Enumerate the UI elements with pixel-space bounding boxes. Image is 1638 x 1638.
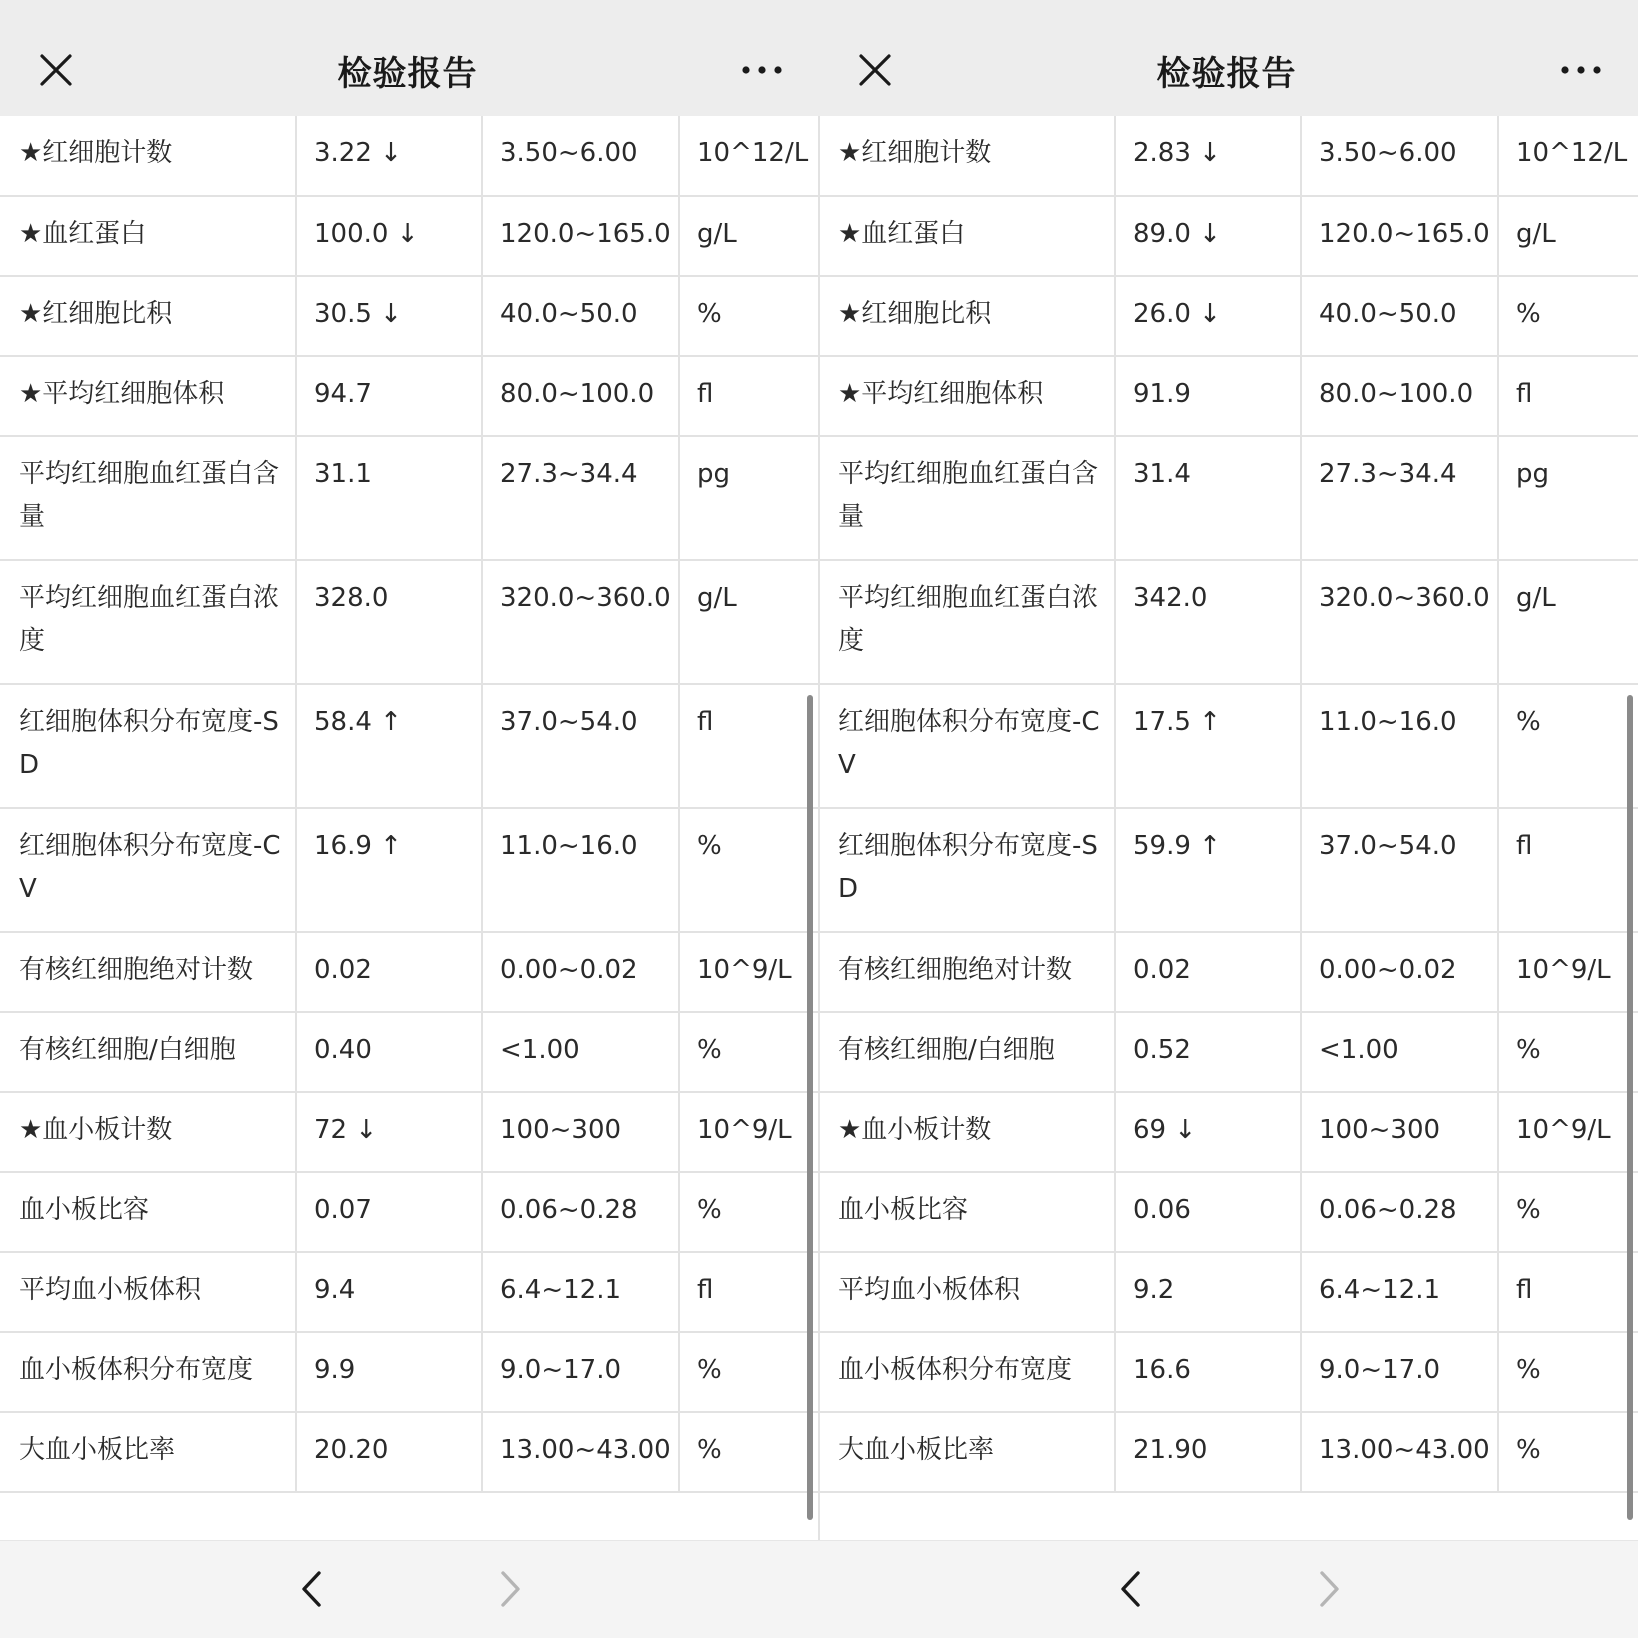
unit-cell: g/L (679, 560, 819, 684)
test-name-cell: 大血小板比率 (0, 1412, 296, 1492)
test-name-cell: 平均血小板体积 (819, 1252, 1115, 1332)
unit-cell: 10^12/L (1498, 116, 1638, 196)
test-name-cell: 血小板体积分布宽度 (0, 1332, 296, 1412)
table-row (819, 1012, 1638, 1092)
test-name-cell: 红细胞体积分布宽度-CV (819, 684, 1115, 808)
result-value-cell: 0.06 (1115, 1172, 1301, 1252)
reference-range-cell: 27.3~34.4 (482, 436, 679, 560)
unit-cell: % (1498, 1012, 1638, 1092)
test-name-cell: ★平均红细胞体积 (819, 356, 1115, 436)
panel-divider (818, 116, 820, 1540)
result-value-cell: 26.0 ↓ (1115, 276, 1301, 356)
reference-range-cell: 11.0~16.0 (1301, 684, 1498, 808)
report-table-area[interactable] (0, 116, 819, 1540)
reference-range-cell: 120.0~165.0 (1301, 196, 1498, 276)
test-name-cell: 血小板体积分布宽度 (819, 1332, 1115, 1412)
test-name-cell: ★平均红细胞体积 (0, 356, 296, 436)
result-value-cell: 21.90 (1115, 1412, 1301, 1492)
test-name-cell: ★血红蛋白 (0, 196, 296, 276)
reference-range-cell: 37.0~54.0 (1301, 808, 1498, 932)
table-row (819, 1412, 1638, 1492)
unit-cell: g/L (679, 196, 819, 276)
reference-range-cell: 320.0~360.0 (482, 560, 679, 684)
forward-button[interactable] (490, 1565, 530, 1613)
result-value-cell: 3.22 ↓ (296, 116, 482, 196)
result-value-cell: 9.4 (296, 1252, 482, 1332)
test-name-cell: 有核红细胞/白细胞 (0, 1012, 296, 1092)
table-row (819, 1252, 1638, 1332)
chevron-right-icon (1309, 1565, 1349, 1613)
reference-range-cell: 13.00~43.00 (1301, 1412, 1498, 1492)
unit-cell: g/L (1498, 196, 1638, 276)
test-name-cell: 大血小板比率 (819, 1412, 1115, 1492)
unit-cell: % (1498, 1172, 1638, 1252)
scrollbar[interactable] (807, 695, 813, 1520)
more-icon (1555, 48, 1607, 92)
unit-cell: % (1498, 1332, 1638, 1412)
reference-range-cell: 0.00~0.02 (482, 932, 679, 1012)
reference-range-cell: 40.0~50.0 (1301, 276, 1498, 356)
result-value-cell: 69 ↓ (1115, 1092, 1301, 1172)
table-row (0, 276, 819, 356)
reference-range-cell: 27.3~34.4 (1301, 436, 1498, 560)
reference-range-cell: 13.00~43.00 (482, 1412, 679, 1492)
test-name-cell: 有核红细胞绝对计数 (0, 932, 296, 1012)
table-row (819, 436, 1638, 560)
unit-cell: fl (679, 1252, 819, 1332)
test-name-cell: ★红细胞计数 (0, 116, 296, 196)
unit-cell: % (679, 1332, 819, 1412)
table-row (819, 1332, 1638, 1412)
table-row (0, 1412, 819, 1492)
result-value-cell: 0.40 (296, 1012, 482, 1092)
test-name-cell: ★血红蛋白 (819, 196, 1115, 276)
unit-cell: % (679, 1012, 819, 1092)
table-row (0, 1092, 819, 1172)
result-value-cell: 100.0 ↓ (296, 196, 482, 276)
result-value-cell: 72 ↓ (296, 1092, 482, 1172)
reference-range-cell: 80.0~100.0 (482, 356, 679, 436)
top-bar (819, 0, 1638, 116)
unit-cell: % (679, 808, 819, 932)
result-value-cell: 342.0 (1115, 560, 1301, 684)
unit-cell: 10^9/L (1498, 1092, 1638, 1172)
result-value-cell: 91.9 (1115, 356, 1301, 436)
table-row (0, 116, 819, 196)
result-value-cell: 16.6 (1115, 1332, 1301, 1412)
reference-range-cell: 6.4~12.1 (1301, 1252, 1498, 1332)
top-bar (0, 0, 819, 116)
result-value-cell: 94.7 (296, 356, 482, 436)
result-value-cell: 0.02 (1115, 932, 1301, 1012)
unit-cell: 10^9/L (679, 1092, 819, 1172)
reference-range-cell: 0.06~0.28 (482, 1172, 679, 1252)
result-value-cell: 30.5 ↓ (296, 276, 482, 356)
reference-range-cell: 120.0~165.0 (482, 196, 679, 276)
forward-button[interactable] (1309, 1565, 1349, 1613)
table-row (819, 684, 1638, 808)
result-value-cell: 20.20 (296, 1412, 482, 1492)
reference-range-cell: <1.00 (1301, 1012, 1498, 1092)
unit-cell: fl (1498, 808, 1638, 932)
table-row (819, 932, 1638, 1012)
report-table (0, 116, 819, 1493)
unit-cell: 10^9/L (1498, 932, 1638, 1012)
result-value-cell: 0.52 (1115, 1012, 1301, 1092)
table-row (0, 356, 819, 436)
test-name-cell: 平均红细胞血红蛋白浓度 (819, 560, 1115, 684)
table-row (0, 1332, 819, 1412)
test-name-cell: 血小板比容 (0, 1172, 296, 1252)
table-row (0, 932, 819, 1012)
report-table (819, 116, 1638, 1493)
chevron-left-icon (292, 1565, 332, 1613)
chevron-left-icon (1111, 1565, 1151, 1613)
reference-range-cell: 100~300 (482, 1092, 679, 1172)
test-name-cell: 有核红细胞绝对计数 (819, 932, 1115, 1012)
result-value-cell: 328.0 (296, 560, 482, 684)
result-value-cell: 31.4 (1115, 436, 1301, 560)
bottom-nav-bar (0, 1540, 819, 1638)
test-name-cell: 平均红细胞血红蛋白浓度 (0, 560, 296, 684)
more-button[interactable] (1555, 48, 1607, 92)
table-row (819, 560, 1638, 684)
unit-cell: % (1498, 684, 1638, 808)
back-button[interactable] (1111, 1565, 1151, 1613)
back-button[interactable] (292, 1565, 332, 1613)
unit-cell: fl (679, 356, 819, 436)
reference-range-cell: 37.0~54.0 (482, 684, 679, 808)
reference-range-cell: 6.4~12.1 (482, 1252, 679, 1332)
result-value-cell: 0.02 (296, 932, 482, 1012)
test-name-cell: 红细胞体积分布宽度-CV (0, 808, 296, 932)
result-value-cell: 58.4 ↑ (296, 684, 482, 808)
result-value-cell: 17.5 ↑ (1115, 684, 1301, 808)
table-row (0, 1012, 819, 1092)
table-row (0, 196, 819, 276)
test-name-cell: ★血小板计数 (819, 1092, 1115, 1172)
reference-range-cell: 0.00~0.02 (1301, 932, 1498, 1012)
reference-range-cell: 3.50~6.00 (482, 116, 679, 196)
unit-cell: g/L (1498, 560, 1638, 684)
unit-cell: fl (679, 684, 819, 808)
more-icon (736, 48, 788, 92)
test-name-cell: ★红细胞计数 (819, 116, 1115, 196)
test-name-cell: 有核红细胞/白细胞 (819, 1012, 1115, 1092)
reference-range-cell: 100~300 (1301, 1092, 1498, 1172)
result-value-cell: 59.9 ↑ (1115, 808, 1301, 932)
unit-cell: pg (1498, 436, 1638, 560)
reference-range-cell: <1.00 (482, 1012, 679, 1092)
result-value-cell: 9.9 (296, 1332, 482, 1412)
table-row (0, 684, 819, 808)
report-table-area[interactable] (819, 116, 1638, 1540)
table-row (819, 116, 1638, 196)
page-title: 检验报告 (1156, 54, 1297, 94)
unit-cell: % (1498, 1412, 1638, 1492)
reference-range-cell: 3.50~6.00 (1301, 116, 1498, 196)
unit-cell: pg (679, 436, 819, 560)
report-panel-right (819, 0, 1638, 1638)
result-value-cell: 9.2 (1115, 1252, 1301, 1332)
table-row (0, 808, 819, 932)
result-value-cell: 89.0 ↓ (1115, 196, 1301, 276)
result-value-cell: 0.07 (296, 1172, 482, 1252)
table-row (0, 1172, 819, 1252)
unit-cell: 10^9/L (679, 932, 819, 1012)
unit-cell: 10^12/L (679, 116, 819, 196)
table-row (0, 1252, 819, 1332)
unit-cell: % (679, 1172, 819, 1252)
test-name-cell: 红细胞体积分布宽度-SD (0, 684, 296, 808)
unit-cell: % (679, 1412, 819, 1492)
page-title: 检验报告 (337, 54, 478, 94)
reference-range-cell: 320.0~360.0 (1301, 560, 1498, 684)
bottom-nav-bar (819, 1540, 1638, 1638)
table-row (0, 560, 819, 684)
test-name-cell: ★红细胞比积 (819, 276, 1115, 356)
table-row (0, 436, 819, 560)
more-button[interactable] (736, 48, 788, 92)
table-row (819, 1092, 1638, 1172)
chevron-right-icon (490, 1565, 530, 1613)
table-row (819, 808, 1638, 932)
result-value-cell: 16.9 ↑ (296, 808, 482, 932)
test-name-cell: 平均红细胞血红蛋白含量 (819, 436, 1115, 560)
unit-cell: % (1498, 276, 1638, 356)
reference-range-cell: 9.0~17.0 (1301, 1332, 1498, 1412)
table-row (819, 276, 1638, 356)
test-name-cell: 红细胞体积分布宽度-SD (819, 808, 1115, 932)
unit-cell: % (679, 276, 819, 356)
scrollbar[interactable] (1627, 695, 1633, 1520)
table-row (819, 1172, 1638, 1252)
result-value-cell: 2.83 ↓ (1115, 116, 1301, 196)
reference-range-cell: 11.0~16.0 (482, 808, 679, 932)
reference-range-cell: 80.0~100.0 (1301, 356, 1498, 436)
test-name-cell: ★红细胞比积 (0, 276, 296, 356)
reference-range-cell: 40.0~50.0 (482, 276, 679, 356)
test-name-cell: ★血小板计数 (0, 1092, 296, 1172)
reference-range-cell: 0.06~0.28 (1301, 1172, 1498, 1252)
reference-range-cell: 9.0~17.0 (482, 1332, 679, 1412)
test-name-cell: 血小板比容 (819, 1172, 1115, 1252)
unit-cell: fl (1498, 356, 1638, 436)
table-row (819, 196, 1638, 276)
result-value-cell: 31.1 (296, 436, 482, 560)
test-name-cell: 平均红细胞血红蛋白含量 (0, 436, 296, 560)
unit-cell: fl (1498, 1252, 1638, 1332)
test-name-cell: 平均血小板体积 (0, 1252, 296, 1332)
table-row (819, 356, 1638, 436)
